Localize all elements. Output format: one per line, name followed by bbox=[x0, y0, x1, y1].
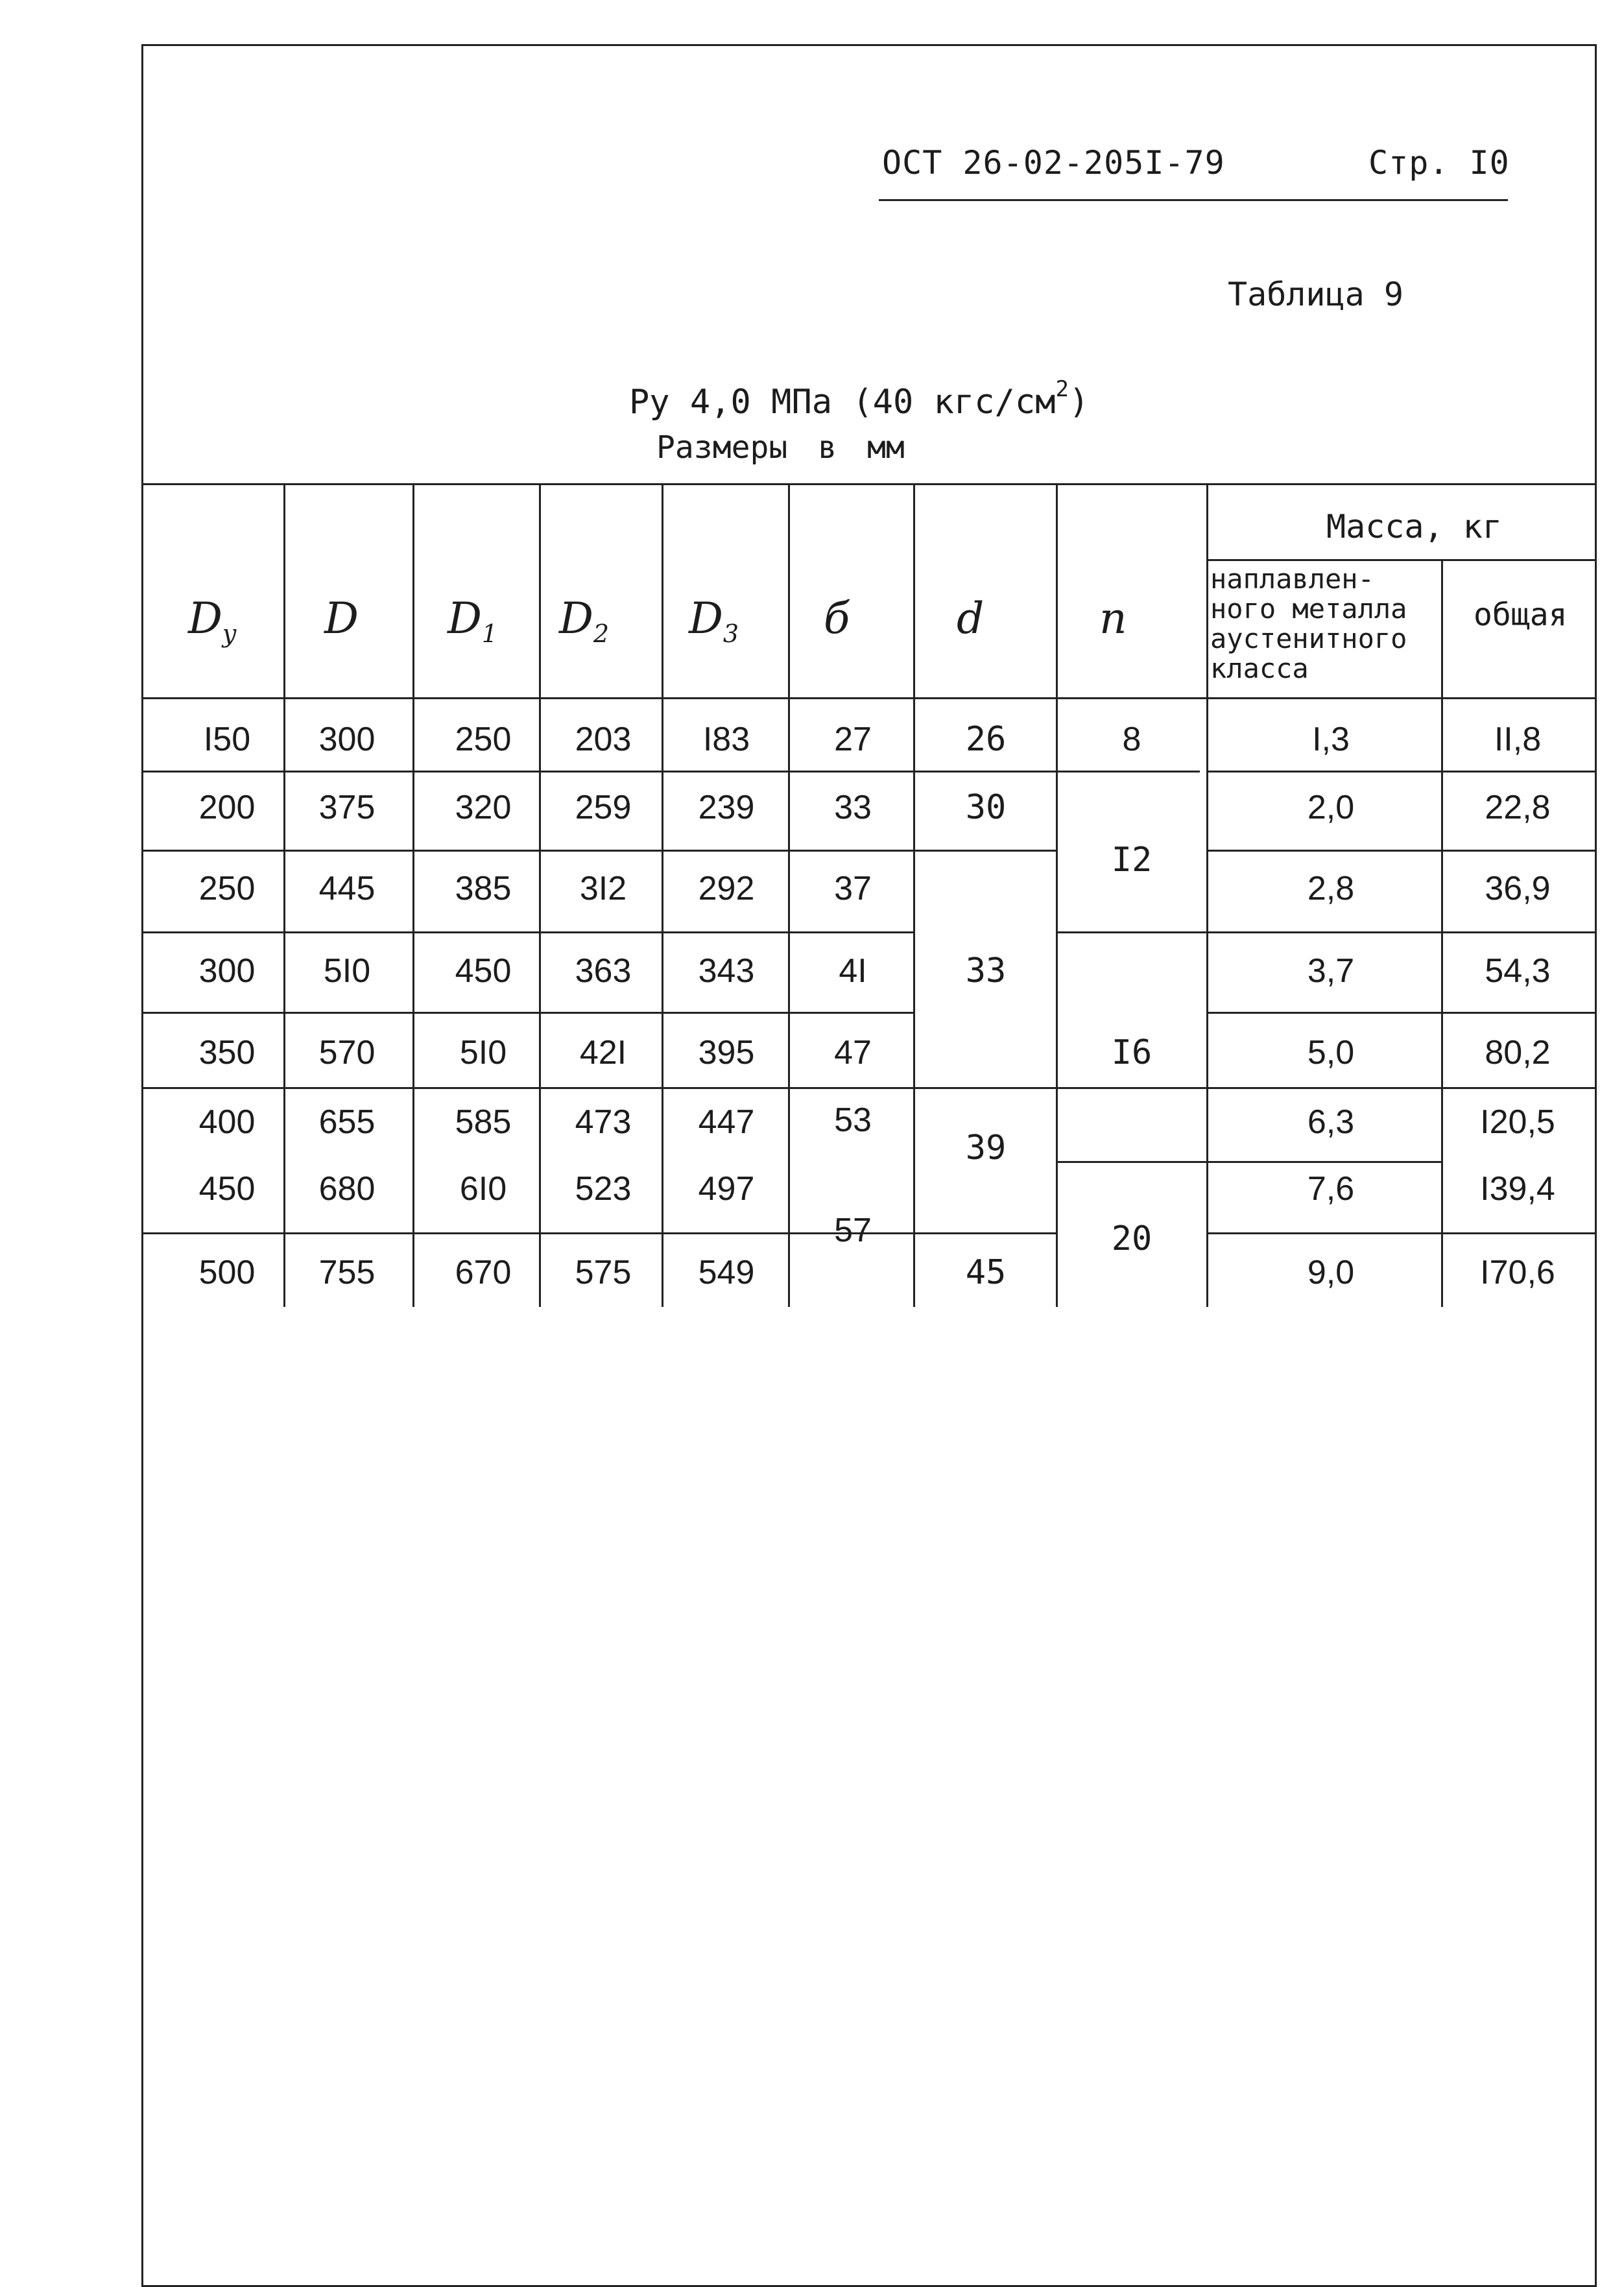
row-rule bbox=[141, 931, 913, 933]
cell-d3: 343 bbox=[698, 952, 755, 990]
cell-mass-total: I70,6 bbox=[1480, 1254, 1555, 1291]
cell-dy: 350 bbox=[198, 1034, 256, 1072]
row-rule bbox=[1208, 931, 1597, 933]
cell-mass-total: 80,2 bbox=[1485, 1034, 1551, 1072]
cell-d1: 450 bbox=[455, 952, 512, 990]
document-number: ОСТ 26-02-205I-79 bbox=[882, 144, 1225, 182]
col-divider bbox=[662, 483, 663, 1307]
table-number: Таблица 9 bbox=[1228, 276, 1403, 313]
cell-d3: 239 bbox=[698, 789, 755, 826]
col-header-d3-subscript: 3 bbox=[722, 619, 739, 649]
row-rule bbox=[1058, 931, 1206, 933]
cell-mass-weld: I,3 bbox=[1312, 721, 1350, 758]
row-rule bbox=[1208, 850, 1597, 852]
row-rule bbox=[1208, 1232, 1597, 1234]
cell-dy: 400 bbox=[198, 1103, 256, 1141]
col-header-dy-subscript: у bbox=[222, 619, 237, 649]
cell-d2: 363 bbox=[575, 952, 632, 990]
cell-dy: 250 bbox=[198, 870, 256, 907]
cell-d2: 523 bbox=[575, 1170, 632, 1208]
row-rule bbox=[141, 850, 913, 852]
row-rule bbox=[1208, 1012, 1597, 1014]
cell-d: 755 bbox=[318, 1254, 376, 1291]
cell-b: 4I bbox=[839, 952, 867, 990]
cell-mass-weld: 5,0 bbox=[1307, 1034, 1355, 1072]
cell-d3: 497 bbox=[698, 1170, 755, 1208]
cell-d: 655 bbox=[318, 1103, 376, 1141]
cell-mass-weld: 7,6 bbox=[1307, 1170, 1355, 1208]
cell-d: 5I0 bbox=[323, 952, 371, 990]
cell-mass-total: II,8 bbox=[1494, 721, 1542, 758]
cell-d1: 6I0 bbox=[459, 1170, 507, 1208]
cell-n: 20 bbox=[1111, 1219, 1152, 1258]
table-units: Размеры в мм bbox=[656, 429, 905, 466]
cell-b: 47 bbox=[834, 1034, 872, 1072]
cell-d2: 42I bbox=[579, 1034, 627, 1072]
cell-d: 445 bbox=[318, 870, 376, 907]
header-rule bbox=[879, 199, 1508, 201]
cell-d3: 292 bbox=[698, 870, 755, 907]
col-header-d3: $D_3$ bbox=[689, 593, 739, 649]
row-rule bbox=[915, 1232, 1056, 1234]
cell-mass-total: I39,4 bbox=[1480, 1170, 1555, 1208]
mass-weld-line: ного металла bbox=[1210, 593, 1407, 625]
cell-mass-weld: 3,7 bbox=[1307, 952, 1355, 990]
cell-b: 37 bbox=[834, 870, 872, 907]
cell-dy: 300 bbox=[198, 952, 256, 990]
mass-group-rule bbox=[1208, 559, 1597, 561]
col-header-d1-subscript: 1 bbox=[481, 619, 498, 649]
title-superscript: 2 bbox=[1055, 376, 1069, 402]
table-title bbox=[629, 376, 1089, 422]
cell-dd: 39 bbox=[965, 1129, 1007, 1167]
cell-d3: 447 bbox=[698, 1103, 755, 1141]
cell-d: 300 bbox=[318, 721, 376, 758]
row-rule bbox=[141, 1232, 913, 1234]
cell-d2: 473 bbox=[575, 1103, 632, 1141]
cell-n: I2 bbox=[1111, 841, 1152, 880]
col-header-dy: $D_у$ bbox=[188, 593, 237, 649]
cell-mass-total: I20,5 bbox=[1480, 1103, 1555, 1141]
cell-d1: 320 bbox=[455, 789, 512, 826]
cell-b: 53 bbox=[834, 1101, 872, 1139]
mass-weld-line: класса bbox=[1210, 653, 1309, 684]
col-header-mass-total: общая bbox=[1474, 597, 1568, 633]
cell-d: 570 bbox=[318, 1034, 376, 1072]
cell-b: 27 bbox=[834, 721, 872, 758]
col-header-d2: $D_2$ bbox=[559, 593, 610, 649]
cell-d: 375 bbox=[318, 789, 376, 826]
col-divider bbox=[788, 483, 790, 1307]
cell-dd: 26 bbox=[965, 720, 1007, 759]
cell-mass-total: 36,9 bbox=[1485, 870, 1551, 907]
cell-dd: 30 bbox=[965, 788, 1007, 827]
col-header-n: n bbox=[1099, 593, 1127, 643]
col-divider bbox=[539, 483, 541, 1307]
row-rule bbox=[1208, 771, 1597, 772]
col-header-mass-weld bbox=[1210, 564, 1407, 684]
row-rule bbox=[1208, 1087, 1597, 1089]
cell-dd: 33 bbox=[965, 952, 1007, 990]
cell-d2: 259 bbox=[575, 789, 632, 826]
cell-mass-weld: 6,3 bbox=[1307, 1103, 1355, 1141]
cell-mass-weld: 2,0 bbox=[1307, 789, 1355, 826]
mass-weld-line: аустенитного bbox=[1210, 623, 1407, 654]
cell-d3: 395 bbox=[698, 1034, 755, 1072]
cell-dy: 500 bbox=[198, 1254, 256, 1291]
cell-d1: 670 bbox=[455, 1254, 512, 1291]
title-close-paren: ) bbox=[1068, 383, 1090, 422]
col-header-dd: d bbox=[957, 593, 985, 643]
cell-d2: 575 bbox=[575, 1254, 632, 1291]
cell-d2: 3I2 bbox=[579, 870, 627, 907]
cell-d: 680 bbox=[318, 1170, 376, 1208]
cell-mass-total: 54,3 bbox=[1485, 952, 1551, 990]
cell-d1: 250 bbox=[455, 721, 512, 758]
cell-b: 57 bbox=[834, 1212, 872, 1249]
mass-weld-line: наплавлен- bbox=[1210, 563, 1374, 595]
cell-d3: I83 bbox=[702, 721, 750, 758]
col-header-b: б bbox=[824, 593, 850, 643]
col-divider bbox=[1056, 483, 1058, 1307]
cell-dd: 45 bbox=[965, 1253, 1007, 1292]
title-text: Ру 4,0 МПа (40 кгс/см bbox=[629, 383, 1056, 422]
col-divider bbox=[1206, 483, 1208, 1307]
col-header-d: D bbox=[324, 593, 359, 643]
cell-mass-weld: 2,8 bbox=[1307, 870, 1355, 907]
cell-d1: 5I0 bbox=[459, 1034, 507, 1072]
cell-n: I6 bbox=[1111, 1033, 1152, 1072]
cell-d2: 203 bbox=[575, 721, 632, 758]
cell-dy: 450 bbox=[198, 1170, 256, 1208]
cell-b: 33 bbox=[834, 789, 872, 826]
header-bottom-rule bbox=[141, 697, 1597, 699]
col-header-d2-subscript: 2 bbox=[593, 619, 610, 649]
col-divider bbox=[913, 483, 915, 1307]
cell-n: 8 bbox=[1122, 721, 1141, 758]
col-divider bbox=[283, 483, 285, 1307]
cell-dy: I50 bbox=[203, 721, 251, 758]
cell-dy: 200 bbox=[198, 789, 256, 826]
page-number: Стр. I0 bbox=[1368, 144, 1510, 182]
col-divider bbox=[412, 483, 414, 1307]
row-rule bbox=[141, 1012, 913, 1014]
row-rule bbox=[1058, 1161, 1206, 1163]
cell-mass-weld: 9,0 bbox=[1307, 1254, 1355, 1291]
row-rule bbox=[141, 1087, 1206, 1089]
row-rule bbox=[915, 850, 1056, 852]
col-header-mass: Масса, кг bbox=[1326, 508, 1502, 545]
cell-d1: 585 bbox=[455, 1103, 512, 1141]
cell-d3: 549 bbox=[698, 1254, 755, 1291]
row-rule bbox=[141, 771, 1200, 772]
table-top-rule bbox=[141, 483, 1597, 485]
row-rule bbox=[1208, 1161, 1441, 1163]
col-header-d1: $D_1$ bbox=[448, 593, 498, 649]
cell-mass-total: 22,8 bbox=[1485, 789, 1551, 826]
cell-d1: 385 bbox=[455, 870, 512, 907]
